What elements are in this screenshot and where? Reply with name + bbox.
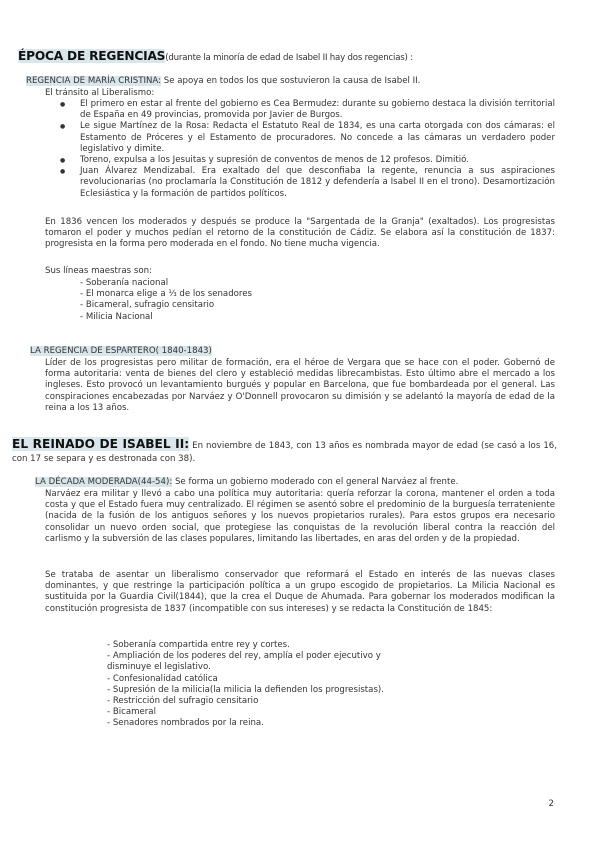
- heading-label: REGENCIA DE MARÍA CRISTINA:: [26, 76, 162, 86]
- section-title-regencias: [18, 49, 413, 63]
- paragraph-espartero: Líder de los progresistas pero militar de formación, era el héroe de Vergara que se hace con el poder. Gobernó de forma autoritaria: venta de bienes del clero y estableció medidas librecambistas. Esto último abre el mercado a los ingleses. Esto provocó un levantamiento burgués y popular en Barcelona, que fue bombardeada por el general. Las conspiraciones encabezadas por Narváez y O'Donnell provocaron su dimisión y se adelantó la mayoría de edad de la reina a los 13 años.: [45, 358, 555, 413]
- paragraph-1836: En 1836 vencen los moderados y después se produce la "Sargentada de la Granja" (exaltados). Los progresistas tomaron el poder y muchos pedían el retorno de la constitución de Cádiz. Se elabora así la constitución de 1837: progresista en la forma pero moderada en el fondo. No tiene mucha vigencia.: [45, 217, 555, 250]
- list-item: ● Toreno, expulsa a los Jesuitas y supresión de conventos de menos de 12 profesos. Dimitió.: [80, 155, 555, 166]
- paragraph-narvaez: Narváez era militar y llevó a cabo una política muy autoritaria: quería reforzar la corona, mantener el orden a toda costa y que el Estado fuera muy centralizado. El régimen se asentó sobre el predominio de la burguesía terrateniente (nacida de la fusión de los antiguos señores y los nuevos propietarios rurales). Para estos grupos era necesario consolidar un nuevo orden social, que protegiese las conquistas de la revolución liberal contra la reacción del carlismo y la subversión de las clases populares, limitando las libertades, en aras del orden y de la propiedad.: [45, 489, 555, 544]
- paragraph-liberalismo: Se trataba de asentar un liberalismo conservador que reformará el Estado en interés de las nuevas clases dominantes, y que restringe la participación política a un grupo escogido de propietarios. La Milicia Nacional es sustituida por la Guardia Civil(1844), que la crea el Duque de Ahumada. Para gobernar los moderados modifican la constitución progresista de 1837 (incompatible con sus intereses) y se redacta la Constitución de 1845:: [45, 570, 555, 614]
- decada-moderada-heading: [35, 477, 458, 487]
- heading-label: LA DÉCADA MODERADA(44-54):: [35, 477, 173, 487]
- list-item: - Bicameral: [107, 707, 156, 718]
- page-number: 2: [548, 799, 554, 809]
- list-item: - Bicameral, sufragio censitario: [80, 300, 215, 311]
- list-item: ● El primero en estar al frente del gobierno es Cea Bermudez: durante su gobierno destaca la división territorial de España en 49 provincias, promovida por Javier de Burgos.: [80, 99, 555, 121]
- list-item: ● Juan Álvarez Mendizabal. Era exaltado del que desconfiaba la regente, renuncia a sus aspiraciones revolucionarias (no proclamaría la Constitución de 1812 y defendería a Isabel II en el trono). Desamortización Eclesiástica y la formación de partidos políticos.: [80, 166, 555, 200]
- bullet-list: [80, 99, 555, 200]
- list-item: - Milicia Nacional: [80, 311, 153, 322]
- heading-text: Se apoya en todos los que sostuvieron la causa de Isabel II.: [161, 76, 421, 86]
- constitution-1845-list: [107, 640, 384, 730]
- list-item: - Confesionalidad católica: [107, 673, 218, 684]
- list-item: - Senadores nombrados por la reina.: [107, 718, 264, 729]
- regency-espartero-heading: [30, 346, 212, 356]
- heading-text: Se forma un gobierno moderado con el general Narváez al frente.: [172, 477, 459, 487]
- list-item: - Soberanía nacional: [80, 278, 169, 288]
- list-item: - Restricción del sufragio censitario: [107, 696, 259, 707]
- lines-intro: Sus líneas maestras son:: [45, 266, 152, 276]
- regency-maria-cristina-heading: [26, 76, 420, 86]
- list-item: - Soberanía compartida entre rey y cortes.: [107, 640, 290, 650]
- section-title-text: ÉPOCA DE REGENCIAS: [18, 49, 166, 63]
- heading-label: LA REGENCIA DE ESPARTERO( 1840-1843): [30, 346, 212, 356]
- list-item: - Ampliación de los poderes del rey, amplía el poder ejecutivo y: [107, 651, 381, 662]
- list-item: - El monarca elige a ⅓ de los senadores: [80, 289, 253, 300]
- list-item: - Supresión de la milicia(la milicia la defienden los progresistas).: [107, 684, 385, 695]
- section-title-isabel: [12, 438, 557, 466]
- list-item: disminuye el legislativo.: [107, 662, 211, 673]
- section-title-text: EL REINADO DE ISABEL II:: [12, 437, 190, 451]
- liberalism-subheading: El tránsito al Liberalismo:: [45, 88, 155, 98]
- section-intro: (durante la minoría de edad de Isabel II hay dos regencias) :: [165, 53, 413, 63]
- section-intro: En noviembre de 1843, con 13 años es nombrada mayor de edad (se casó a los 16, con 17 se separa y es destronada con 38).: [12, 441, 557, 464]
- list-item: ● Le sigue Martínez de la Rosa: Redacta el Estatuto Real de 1834, es una carta otorgada con dos cámaras: el Estamento de Próceres y el Estamento de procuradores. No concede a las cámaras un verdadero poder legislativo y dimite.: [80, 121, 555, 155]
- constitution-1837-list: [80, 278, 252, 323]
